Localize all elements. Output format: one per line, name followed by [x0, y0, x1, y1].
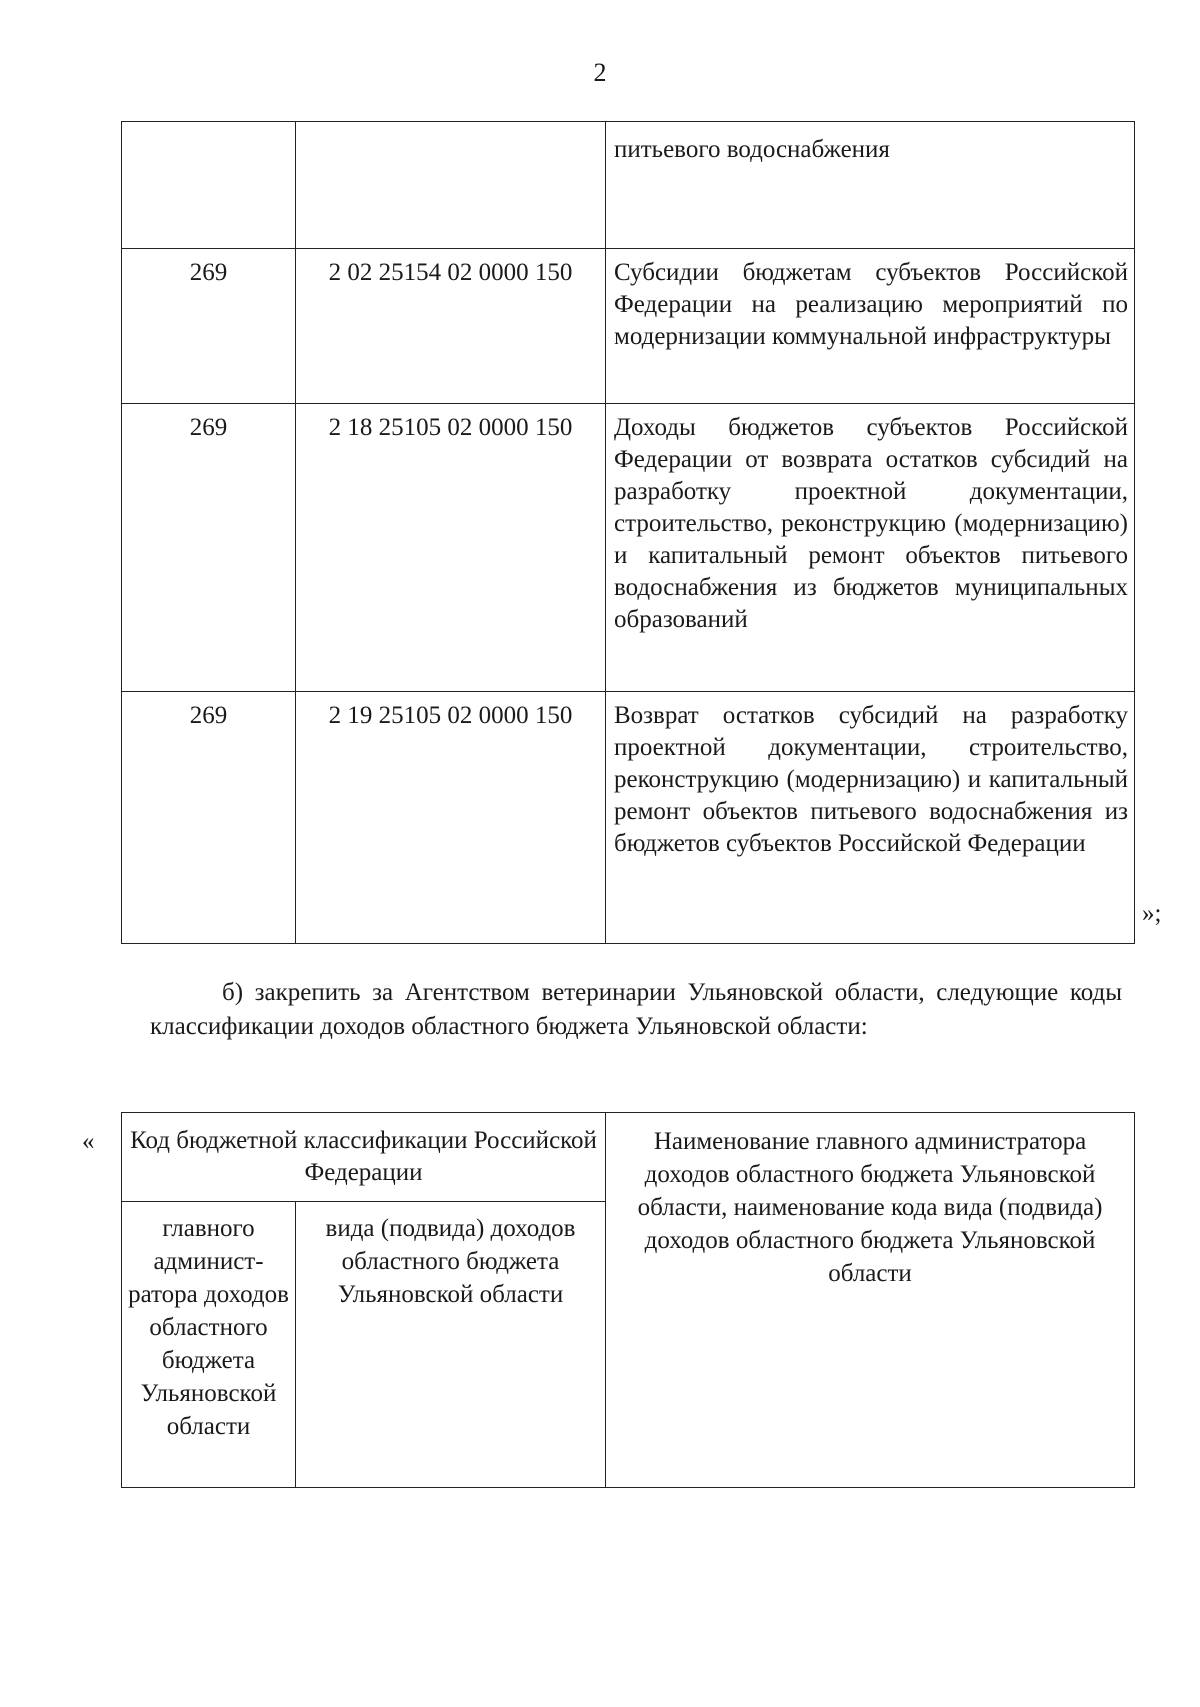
revenue-codes-header-table	[121, 1112, 1135, 1488]
classification-code-cell: 2 19 25105 02 0000 150	[296, 692, 606, 944]
table-row	[122, 249, 1135, 404]
administrator-name-header: Наименование главного администратора доходов областного бюджета Ульяновской области, наименование кода вида (подвида) доходов областного бюджета Ульяновской области	[606, 1113, 1135, 1488]
opening-quote-mark: «	[82, 1128, 95, 1155]
income-name-cell: Доходы бюджетов субъектов Российской Федерации от возврата остатков субсидий на разработку проектной документации, строительство, реконструкцию (модернизацию) и капитальный ремонт объектов питьевого водоснабжения из бюджетов муниципальных образований	[606, 404, 1135, 692]
table-row	[122, 692, 1135, 944]
budget-classification-header: Код бюджетной классификации Российской Федерации	[122, 1113, 606, 1202]
income-name-cell: питьевого водоснабжения	[606, 122, 1135, 249]
paragraph-b: б) закрепить за Агентством ветеринарии Ульяновской области, следующие коды классификации доходов областного бюджета Ульяновской области:	[150, 979, 1122, 1040]
chief-administrator-header: главного админист-ратора доходов областного бюджета Ульяновской области	[122, 1202, 296, 1488]
admin-code-cell	[122, 122, 296, 249]
income-type-header: вида (подвида) доходов областного бюджета Ульяновской области	[296, 1202, 606, 1488]
closing-quote-mark: »;	[1142, 900, 1162, 927]
revenue-codes-table-continued	[121, 121, 1135, 944]
admin-code-cell: 269	[122, 692, 296, 944]
page-number: 2	[593, 58, 607, 87]
classification-code-cell: 2 18 25105 02 0000 150	[296, 404, 606, 692]
table-row	[122, 404, 1135, 692]
admin-code-cell: 269	[122, 404, 296, 692]
classification-code-cell	[296, 122, 606, 249]
header-row	[122, 1113, 1135, 1202]
classification-code-cell: 2 02 25154 02 0000 150	[296, 249, 606, 404]
table-row	[122, 122, 1135, 249]
admin-code-cell: 269	[122, 249, 296, 404]
income-name-cell: Возврат остатков субсидий на разработку проектной документации, строительство, реконструкцию (модернизацию) и капитальный ремонт объектов питьевого водоснабжения из бюджетов субъектов Российской Федерации	[606, 692, 1135, 944]
income-name-cell: Субсидии бюджетам субъектов Российской Федерации на реализацию мероприятий по модернизации коммунальной инфраструктуры	[606, 249, 1135, 404]
